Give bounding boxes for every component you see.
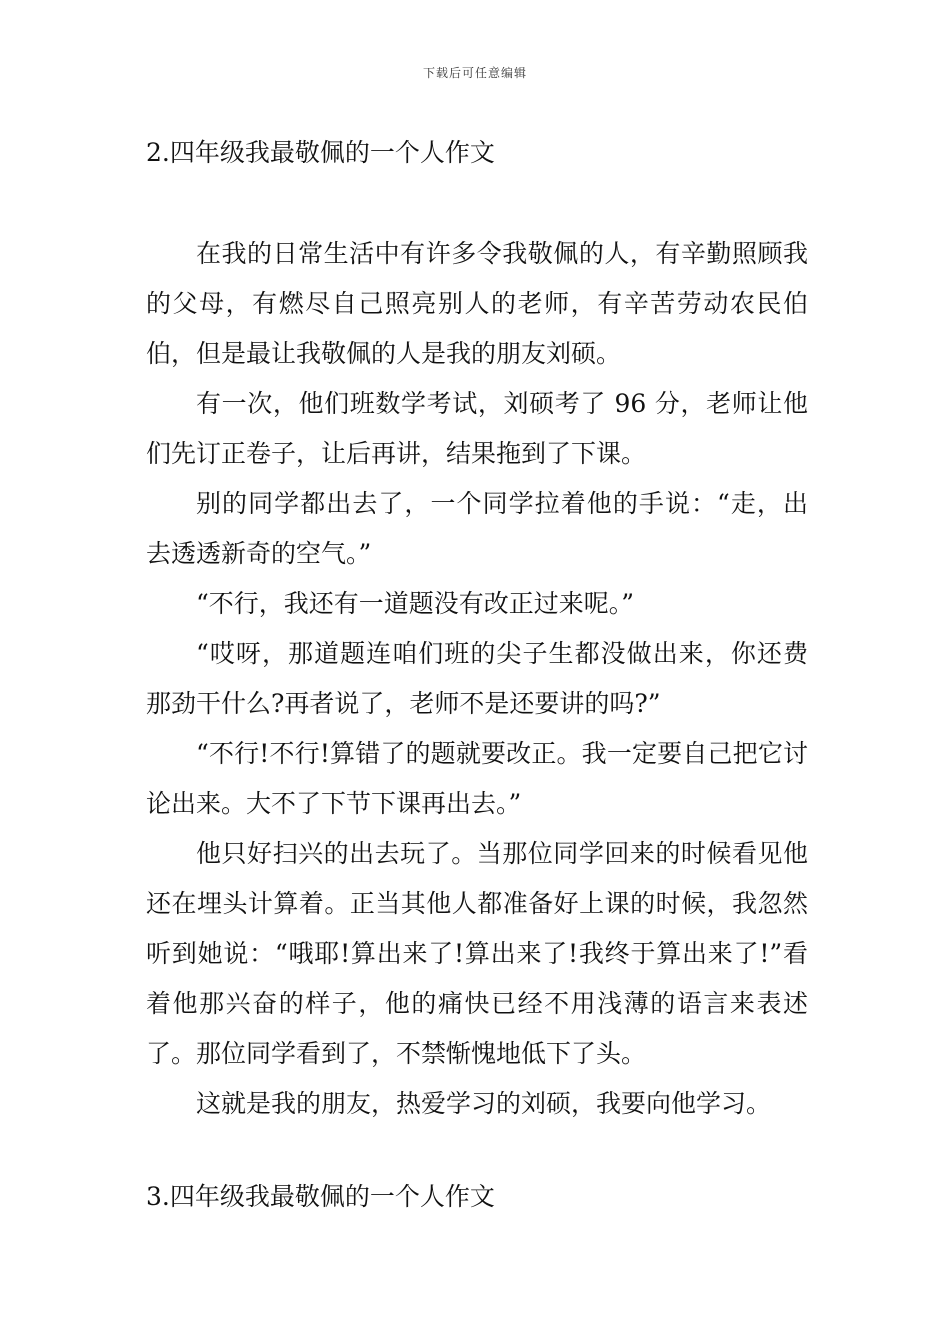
paragraph: “不行，我还有一道题没有改正过来呢。”: [196, 589, 635, 618]
essay-body: [146, 229, 808, 1129]
paragraph: 有一次，他们班数学考试，刘硕考了 96 分，老师让他们先订正卷子，让后再讲，结果拖到了下课。: [146, 389, 808, 468]
paragraph: 这就是我的朋友，热爱学习的刘硕，我要向他学习。: [196, 1089, 772, 1118]
paragraph: 别的同学都出去了，一个同学拉着他的手说：“走，出去透透新奇的空气。”: [146, 489, 808, 568]
paragraph: 在我的日常生活中有许多令我敬佩的人，有辛勤照顾我的父母，有燃尽自己照亮别人的老师，有辛苦劳动农民伯伯，但是最让我敬佩的人是我的朋友刘硕。: [146, 239, 808, 368]
paragraph: “哎呀，那道题连咱们班的尖子生都没做出来，你还费那劲干什么?再者说了，老师不是还要讲的吗?”: [146, 639, 808, 718]
header-note: 下载后可任意编辑: [422, 66, 527, 80]
paragraph: “不行!不行!算错了的题就要改正。我一定要自己把它讨论出来。大不了下节下课再出去。”: [146, 739, 808, 818]
paragraph: 他只好扫兴的出去玩了。当那位同学回来的时候看见他还在埋头计算着。正当其他人都准备好上课的时候，我忽然听到她说：“哦耶!算出来了!算出来了!我终于算出来了!”看着他那兴奋的样子，他的痛快已经不用浅薄的语言来表述了。那位同学看到了，不禁惭愧地低下了头。: [146, 839, 808, 1068]
section-title: 3.四年级我最敬佩的一个人作文: [146, 1182, 495, 1211]
section-title: 2.四年级我最敬佩的一个人作文: [146, 138, 495, 167]
